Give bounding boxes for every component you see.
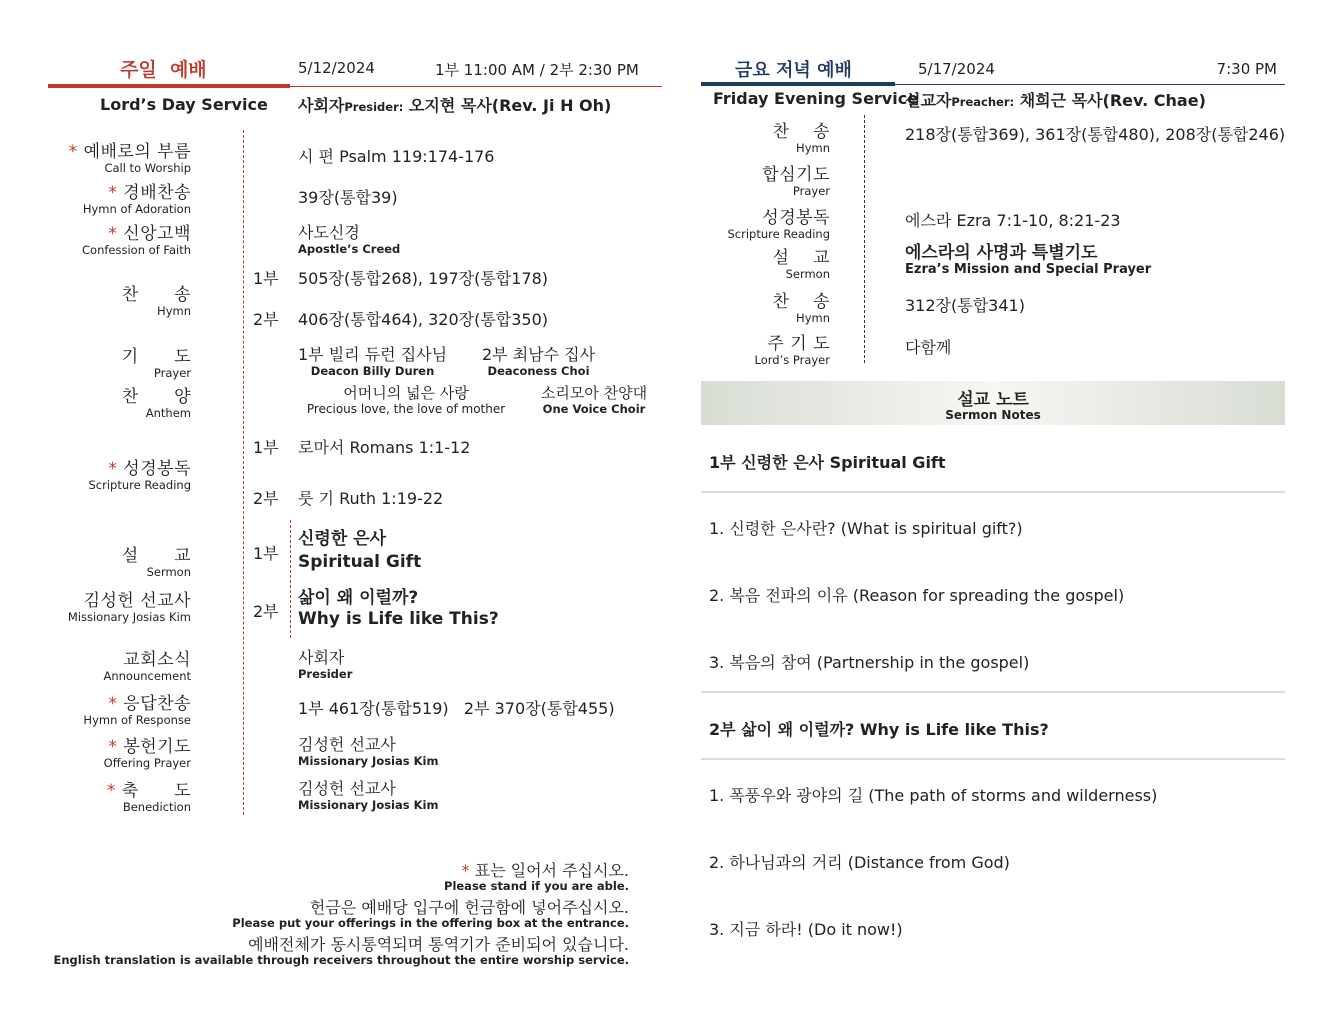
label-response: * 응답찬송 Hymn of Response [83, 694, 191, 727]
footer-offer-en: Please put your offerings in the offering box at the entrance. [232, 916, 629, 930]
hymn-part2: 2부 [253, 310, 279, 329]
label-preacher: 김성헌 선교사 Missionary Josias Kim [67, 591, 191, 624]
label-adoration: * 경배찬송 Hymn of Adoration [82, 183, 191, 216]
footer-stand: * 표는 일어서 주십시오. [461, 861, 629, 880]
value-offering: 김성헌 선교사 Missionary Josias Kim [298, 735, 439, 768]
label-prayer: 기 도 Prayer [121, 347, 191, 380]
notes-part1-item: 1. 신령한 은사란? (What is spiritual gift?) [709, 519, 1023, 538]
footer-stand-en: Please stand if you are able. [444, 879, 629, 893]
presider-label: 사회자 [298, 96, 345, 115]
sunday-accent-bar [48, 84, 290, 88]
footer-offer: 헌금은 예배당 입구에 헌금함에 넣어주십시오. [309, 898, 629, 917]
scripture-part2: 2부 [253, 489, 279, 508]
friday-date: 5/17/2024 [918, 60, 995, 78]
value-call-to-worship: 시 편 Psalm 119:174-176 [298, 147, 495, 166]
value-anthem-choir: 소리모아 찬양대 One Voice Choir [540, 384, 648, 416]
label-hymn: 찬 송 Hymn [121, 285, 191, 318]
sermon-part1: 1부 [253, 544, 279, 563]
sunday-time: 1부 11:00 AM / 2부 2:30 PM [435, 61, 639, 79]
presider-name: 오지현 목사(Rev. Ji H Oh) [408, 96, 612, 115]
friday-label-hymn: 찬 송 Hymn [772, 122, 830, 155]
friday-title: 금요 저녁 예배 [735, 60, 852, 81]
sermon-notes-header [701, 381, 1285, 425]
label-offering: * 봉헌기도 Offering Prayer [103, 737, 191, 770]
label-benediction: * 축 도 Benediction [106, 781, 191, 814]
friday-value-scripture: 에스라 Ezra 7:1-10, 8:21-23 [905, 211, 1121, 230]
value-scripture-2: 룻 기 Ruth 1:19-22 [298, 489, 444, 508]
value-sermon-2: 삶이 왜 이럴까? Why is Life like This? [298, 588, 499, 629]
sermon-notes-title-en: Sermon Notes [945, 408, 1041, 422]
value-benediction: 김성헌 선교사 Missionary Josias Kim [298, 779, 439, 812]
sunday-subtitle: Lord’s Day Service [100, 95, 268, 114]
notes-part2-heading: 2부 삶이 왜 이럴까? Why is Life like This? [709, 720, 1049, 739]
label-announcement: 교회소식 Announcement [103, 650, 191, 683]
friday-label-prayer: 합심기도 Prayer [762, 165, 830, 198]
friday-preacher: 설교자Preacher: 채희근 목사(Rev. Chae) [905, 91, 1206, 110]
friday-header-line [895, 84, 1285, 85]
presider-label-en: Presider: [344, 100, 404, 114]
sermon-part2: 2부 [253, 602, 279, 621]
label-call-to-worship: * 예배로의 부름 Call to Worship [68, 142, 191, 175]
value-response: 1부 461장(통합519) 2부 370장(통합455) [298, 699, 615, 718]
value-anthem-song: 어머니의 넓은 사랑 Precious love, the love of mother [306, 384, 506, 416]
label-sermon: 설 교 Sermon [121, 546, 191, 579]
friday-value-lords-prayer: 다함께 [905, 338, 952, 357]
footer-translation: 예배전체가 동시통역되며 통역기가 준비되어 있습니다. [248, 935, 629, 954]
friday-divider [864, 115, 865, 363]
value-creed: 사도신경 Apostle’s Creed [298, 223, 401, 256]
notes-part2-item: 3. 지금 하라! (Do it now!) [709, 920, 903, 939]
sunday-title: 주일 예배 [120, 59, 207, 81]
friday-accent-bar [701, 82, 895, 86]
notes-divider [701, 691, 1285, 693]
sunday-date: 5/12/2024 [298, 59, 375, 77]
friday-value-hymn: 218장(통합369), 361장(통합480), 208장(통합246) [905, 125, 1286, 144]
value-hymn-1: 505장(통합268), 197장(통합178) [298, 269, 549, 288]
sermon-notes-title: 설교 노트 [957, 390, 1029, 410]
friday-label-sermon: 설 교 Sermon [772, 248, 830, 281]
friday-time: 7:30 PM [1216, 60, 1277, 78]
notes-part2-item: 1. 폭풍우와 광야의 길 (The path of storms and wilderness) [709, 786, 1158, 805]
value-prayer-1: 1부 빌리 듀런 집사님 Deacon Billy Duren [298, 345, 448, 378]
value-sermon-1: 신령한 은사 Spiritual Gift [298, 529, 422, 572]
sermon-divider [290, 520, 291, 638]
sunday-divider [243, 130, 244, 815]
notes-divider [701, 491, 1285, 493]
friday-label-hymn2: 찬 송 Hymn [772, 292, 830, 325]
label-anthem: 찬 양 Anthem [121, 387, 191, 420]
notes-divider [701, 758, 1285, 760]
scripture-part1: 1부 [253, 438, 279, 457]
friday-label-lords-prayer: 주 기 도 Lord’s Prayer [754, 334, 830, 367]
notes-part1-heading: 1부 신령한 은사 Spiritual Gift [709, 453, 946, 472]
footer-notes [53, 858, 629, 967]
value-announcement: 사회자 Presider [298, 648, 353, 681]
notes-part1-item: 2. 복음 전파의 이유 (Reason for spreading the gospel) [709, 586, 1125, 605]
label-scripture: * 성경봉독 Scripture Reading [88, 459, 191, 492]
sunday-presider [298, 93, 611, 116]
hymn-part1: 1부 [253, 269, 279, 288]
notes-part2-item: 2. 하나님과의 거리 (Distance from God) [709, 853, 1010, 872]
notes-part1-item: 3. 복음의 참여 (Partnership in the gospel) [709, 653, 1030, 672]
friday-value-hymn2: 312장(통합341) [905, 296, 1025, 315]
value-scripture-1: 로마서 Romans 1:1-12 [298, 438, 471, 457]
friday-subtitle: Friday Evening Service [713, 89, 919, 108]
value-adoration: 39장(통합39) [298, 188, 398, 207]
value-hymn-2: 406장(통합464), 320장(통합350) [298, 310, 549, 329]
sunday-header-line [290, 86, 662, 87]
friday-value-sermon: 에스라의 사명과 특별기도 Ezra’s Mission and Special Prayer [905, 243, 1152, 277]
footer-translation-en: English translation is available through receivers throughout the entire worship service. [53, 953, 629, 967]
value-prayer-2: 2부 최남수 집사 Deaconess Choi [482, 345, 596, 378]
label-creed: * 신앙고백 Confession of Faith [82, 224, 191, 257]
friday-label-scripture: 성경봉독 Scripture Reading [727, 208, 830, 241]
